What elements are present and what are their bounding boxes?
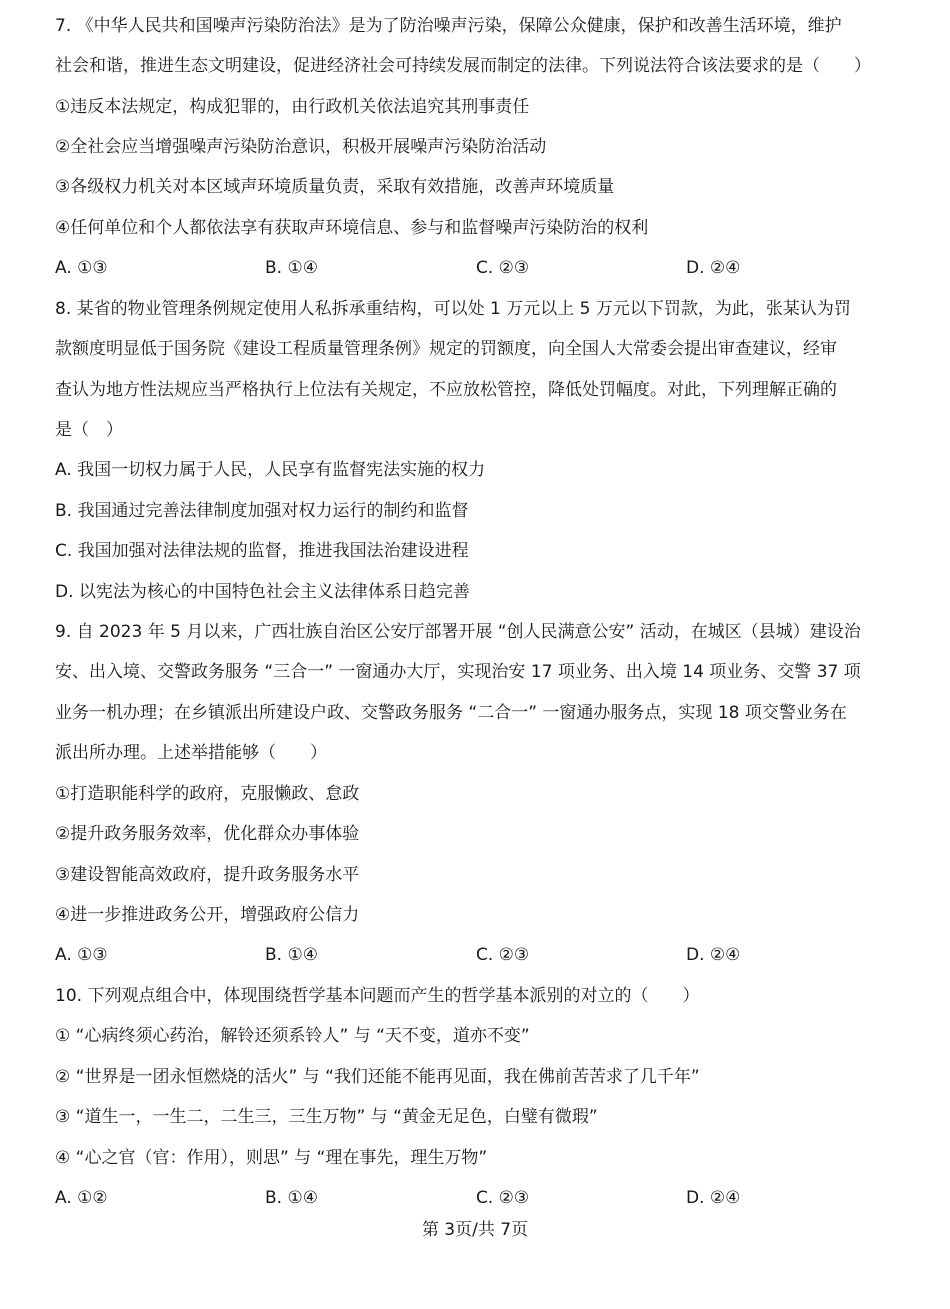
q7-statement-1: ①违反本法规定，构成犯罪的，由行政机关依法追究其刑事责任 [55, 97, 530, 117]
q7-statement-2: ②全社会应当增强噪声污染防治意识，积极开展噪声污染防治活动 [55, 137, 547, 157]
q9-option-a: A. ①③ [55, 945, 108, 965]
q9-option-c: C. ②③ [476, 945, 530, 965]
q10-statement-1: ① “心病终须心药治，解铃还须系铃人” 与 “天不变，道亦不变” [55, 1026, 530, 1046]
q9-stem-line-4: 派出所办理。上述举措能够（ ） [55, 743, 327, 763]
q10-stem-line-1: 10. 下列观点组合中，体现围绕哲学基本问题而产生的哲学基本派别的对立的（ ） [55, 986, 700, 1006]
q8-stem-line-3: 查认为地方性法规应当严格执行上位法有关规定，不应放松管控，降低处罚幅度。对此，下列理解正确的 [55, 380, 837, 400]
q10-statement-2: ② “世界是一团永恒燃烧的活火” 与 “我们还能不能再见面，我在佛前苦苦求了几千年” [55, 1067, 700, 1087]
q7-options [55, 248, 905, 288]
q10-option-d: D. ②④ [686, 1188, 741, 1208]
q8-option-c: C. 我国加强对法律法规的监督，推进我国法治建设进程 [55, 541, 469, 561]
q8-stem-line-4: 是（ ） [55, 420, 123, 440]
q7-stem-line-2: 社会和谐，推进生态文明建设，促进经济社会可持续发展而制定的法律。下列说法符合该法要求的是（ ） [55, 56, 871, 76]
q8-option-a: A. 我国一切权力属于人民，人民享有监督宪法实施的权力 [55, 460, 486, 480]
q9-statement-2: ②提升政务服务效率，优化群众办事体验 [55, 824, 360, 844]
q10-statement-3: ③ “道生一，一生二，二生三，三生万物” 与 “黄金无足色，白璧有微瑕” [55, 1107, 598, 1127]
q8-stem-line-2: 款额度明显低于国务院《建设工程质量管理条例》规定的罚额度，向全国人大常委会提出审查建议，经审 [55, 339, 837, 359]
q9-stem-line-1: 9. 自 2023 年 5 月以来，广西壮族自治区公安厅部署开展 “创人民满意公安” 活动，在城区（县城）建设治 [55, 622, 861, 642]
q7-statement-4: ④任何单位和个人都依法享有获取声环境信息、参与和监督噪声污染防治的权利 [55, 218, 649, 238]
q7-option-d: D. ②④ [686, 258, 741, 278]
q9-stem-line-3: 业务一机办理；在乡镇派出所建设户政、交警政务服务 “二合一” 一窗通办服务点，实现 18 项交警业务在 [55, 703, 847, 723]
page-number: 第 3页/共 7页 [421, 1220, 529, 1240]
q7-option-a: A. ①③ [55, 258, 108, 278]
q9-option-d: D. ②④ [686, 945, 741, 965]
q9-statement-4: ④进一步推进政务公开，增强政府公信力 [55, 905, 360, 925]
q8-option-b: B. 我国通过完善法律制度加强对权力运行的制约和监督 [55, 501, 469, 521]
q10-option-c: C. ②③ [476, 1188, 530, 1208]
q10-option-b: B. ①④ [265, 1188, 318, 1208]
q7-stem-line-1: 7. 《中华人民共和国噪声污染防治法》是为了防治噪声污染，保障公众健康，保护和改善生活环境，维护 [55, 16, 842, 36]
q8-option-d: D. 以宪法为核心的中国特色社会主义法律体系日趋完善 [55, 582, 470, 602]
q9-options [55, 935, 905, 975]
q7-statement-3: ③各级权力机关对本区域声环境质量负责，采取有效措施，改善声环境质量 [55, 177, 615, 197]
q10-option-a: A. ①② [55, 1188, 108, 1208]
q7-option-b: B. ①④ [265, 258, 318, 278]
q9-stem-line-2: 安、出入境、交警政务服务 “三合一” 一窗通办大厅，实现治安 17 项业务、出入境 14 项业务、交警 37 项 [55, 662, 861, 682]
q9-option-b: B. ①④ [265, 945, 318, 965]
q9-statement-1: ①打造职能科学的政府，克服懒政、怠政 [55, 784, 360, 804]
q8-stem-line-1: 8. 某省的物业管理条例规定使用人私拆承重结构，可以处 1 万元以上 5 万元以下罚款，为此，张某认为罚 [55, 299, 851, 319]
q9-statement-3: ③建设智能高效政府，提升政务服务水平 [55, 865, 360, 885]
q7-option-c: C. ②③ [476, 258, 530, 278]
q10-statement-4: ④ “心之官（官：作用），则思” 与 “理在事先，理生万物” [55, 1148, 488, 1168]
